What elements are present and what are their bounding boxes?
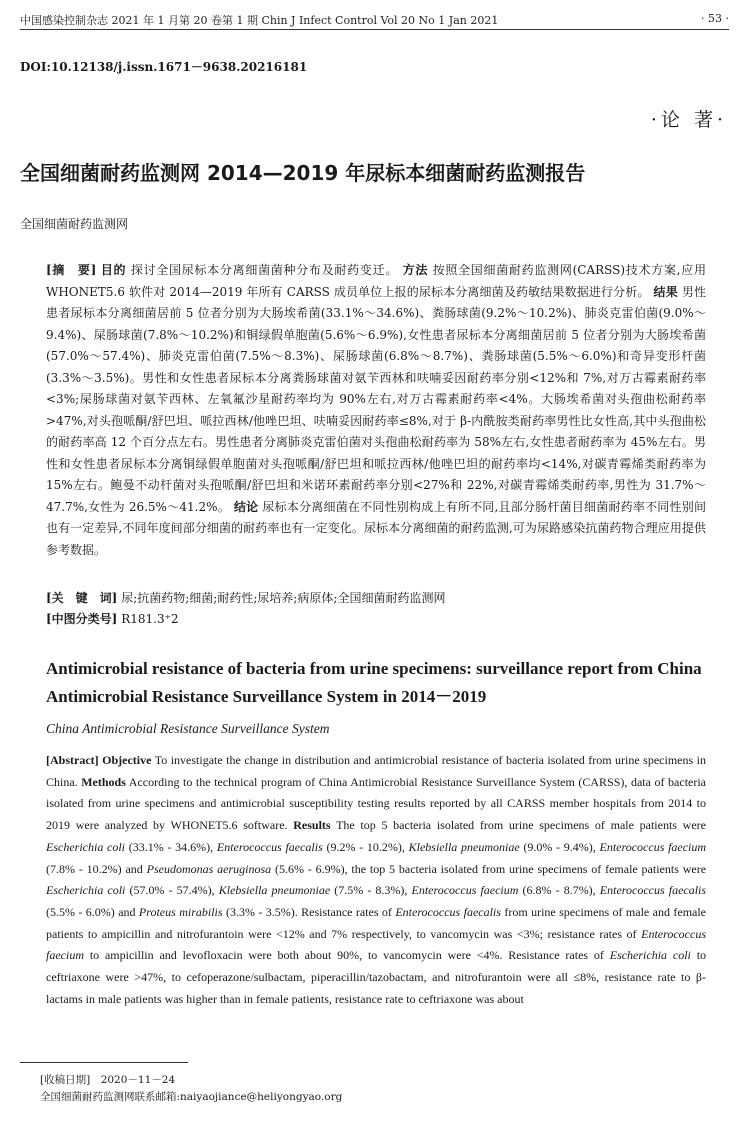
results-en-text: (5.5% - 6.0%) and xyxy=(46,904,136,919)
running-header xyxy=(20,10,729,26)
species-name: Enterococcus faecalis xyxy=(599,883,707,898)
results-en-text: (9.2% - 10.2%), xyxy=(326,839,405,854)
species-name: Pseudomonas aeruginosa xyxy=(146,861,272,876)
objective-en: To investigate the change in distribution and antimicrobial resistance of bacteria isolated from urine specimens in China. xyxy=(46,753,706,789)
species-name: Enterococcus faecium xyxy=(411,883,519,898)
objective-zh: 探讨全国尿标本分离细菌菌种分布及耐药变迁。 xyxy=(130,263,399,277)
species-name: Enterococcus faecium xyxy=(599,839,707,854)
objective-en-label: Objective xyxy=(102,753,152,767)
results-en-text: to ceftriaxone were >47%, to cefoperazone/sulbactam, piperacillin/tazobactam, and nitrofurantoin were all ≤8%, resistance rate to β-lactams in male patients was higher than in female patients, resistance rate to ceftriaxone was about xyxy=(46,948,707,1006)
author-zh: 全国细菌耐药监测网 xyxy=(20,217,129,231)
species-name: Escherichia coli xyxy=(46,839,126,854)
results-en-text: (7.5% - 8.3%), xyxy=(334,883,408,898)
received-date: [收稿日期] 2020－11－24 xyxy=(40,1074,176,1086)
species-name: Klebsiella pneumoniae xyxy=(218,883,331,898)
keywords-zh-label: [关 键 词] xyxy=(46,591,118,605)
species-name: Klebsiella pneumoniae xyxy=(408,839,520,854)
journal-info: 中国感染控制杂志 2021 年 1 月第 20 卷第 1 期 Chin J Infect Control Vol 20 No 1 Jan 2021 xyxy=(20,14,499,27)
title-zh: 全国细菌耐药监测网 2014—2019 年尿标本细菌耐药监测报告 xyxy=(20,161,586,185)
title-en: Antimicrobial resistance of bacteria from urine specimens: surveillance report from China Antimicrobial Resistance Surveillance System in 2014－2019 xyxy=(46,659,702,706)
author-en: China Antimicrobial Resistance Surveillance System xyxy=(46,721,330,736)
conclusion-zh-label: 结论 xyxy=(233,499,259,514)
footnote-rule xyxy=(20,1062,188,1063)
methods-en-label: Methods xyxy=(81,774,126,789)
species-name: Enterococcus faecalis xyxy=(216,839,323,854)
conclusion-zh: 尿标本分离细菌在不同性别构成上有所不同,且部分肠杆菌目细菌耐药率不同性别间也有一定差异,不同年度间部分细菌的耐药率也有一定变化。尿标本分离细菌的耐药监测,可为尿路感染抗菌药物合理应用提供参考数据。 xyxy=(46,499,706,557)
keywords-zh-text: 尿;抗菌药物;细菌;耐药性;尿培养;病原体;全国细菌耐药监测网 xyxy=(121,591,446,605)
species-name: Enterococcus faecalis xyxy=(395,904,501,919)
abstract-zh xyxy=(46,260,706,561)
methods-zh-label: 方法 xyxy=(402,263,429,277)
objective-zh-label: 目的 xyxy=(100,263,127,277)
section-label: ·论 著· xyxy=(650,109,727,131)
header-rule xyxy=(20,29,729,30)
results-en-text: The top 5 bacteria isolated from urine specimens of male patients were xyxy=(336,818,706,833)
species-name: Enterococcus faecium xyxy=(46,926,706,963)
species-name: Escherichia coli xyxy=(46,883,126,898)
results-en-text: (5.6% - 6.9%), the top 5 bacteria isolated from urine specimens of female patients were xyxy=(274,861,707,876)
abstract-en-label: [Abstract] xyxy=(46,753,99,767)
results-en-text: (57.0% - 57.4%), xyxy=(129,883,215,898)
results-en-text: (7.8% - 10.2%) and xyxy=(46,861,143,876)
classification-zh-label: [中图分类号] xyxy=(46,612,118,626)
classification-zh-text: R181.3⁺2 xyxy=(121,612,179,626)
results-en-text: (3.3% - 3.5%). Resistance rates of xyxy=(225,904,392,919)
results-en-label: Results xyxy=(293,818,331,833)
contact-email: 全国细菌耐药监测网联系邮箱:naiyaojiance@heliyongyao.org xyxy=(40,1091,343,1103)
species-name: Escherichia coli xyxy=(609,948,691,963)
keywords-zh xyxy=(46,589,445,606)
results-en-text: from urine specimens of male and female patients to ampicillin and nitrofurantoin were <12% and 7% respectively, to vancomycin was <3%; resistance rates of xyxy=(46,904,707,941)
results-en-text: (6.8% - 8.7%), xyxy=(522,883,596,898)
species-name: Proteus mirabilis xyxy=(138,904,223,919)
results-zh-label: 结果 xyxy=(653,284,678,299)
results-en-text: (33.1% - 34.6%), xyxy=(128,839,214,854)
abstract-zh-label: [摘 要] xyxy=(46,263,97,277)
methods-en: According to the technical program of China Antimicrobial Resistance Surveillance System (CARSS), data of bacteria isolated from urine specimens and antimicrobial susceptibility testing results reported by all CARSS member hospitals from 2014 to 2019 were analyzed by WHONET5.6 software. xyxy=(46,774,707,833)
doi: DOI:10.12138/j.issn.1671－9638.20216181 xyxy=(20,60,308,74)
page-number: · 53 · xyxy=(701,12,729,25)
methods-zh: 按照全国细菌耐药监测网(CARSS)技术方案,应用 WHONET5.6 软件对 2014—2019 年所有 CARSS 成员单位上报的尿标本分离细菌及药敏结果数据进行分析。 xyxy=(46,263,706,299)
results-en-text: to ampicillin and levofloxacin were both about 90%, to vancomycin were <4%. Resistance rates of xyxy=(89,948,604,963)
results-zh: 男性患者尿标本分离细菌居前 5 位者分别为大肠埃希菌(33.1%～34.6%)、粪肠球菌(9.2%～10.2%)、肺炎克雷伯菌(9.0%～9.4%)、屎肠球菌(7.8%～10.2%)和铜绿假单胞菌(5.6%～6.9%),女性患者尿标本分离细菌居前 5 位者分别为大肠埃希菌(57.0%～57.4%)、肺炎克雷伯菌(7.5%～8.3%)、屎肠球菌(6.8%～8.7%)、粪肠球菌(5.5%～6.0%)和奇异变形杆菌(3.3%～3.5%)。男性和女性患者尿标本分离粪肠球菌对氨苄西林和呋喃妥因耐药率分别<12%和 7%,对万古霉素耐药率<3%;屎肠球菌对氨苄西林、左氧氟沙星耐药率均为 90%左右,对万古霉素耐药率<4%。大肠埃希菌对头孢曲松耐药率>47%,对头孢哌酮/舒巴坦、哌拉西林/他唑巴坦、呋喃妥因耐药率≤8%,对于 β-内酰胺类耐药率男性比女性高,其中头孢曲松的耐药率高 12 个百分点左右。男性患者分离肺炎克雷伯菌对头孢曲松耐药率为 58%左右,女性患者耐药率为 45%左右。男性和女性患者尿标本分离铜绿假单胞菌对头孢哌酮/舒巴坦和哌拉西林/他唑巴坦的耐药率均<14%,对碳青霉烯类耐药率为 15%左右。鲍曼不动杆菌对头孢哌酮/舒巴坦和米诺环素耐药率分别<27%和 22%,对碳青霉烯类耐药率,男性为 31.7%～47.7%,女性为 26.5%～41.2%。 xyxy=(46,284,706,514)
results-en-text: (9.0% - 9.4%), xyxy=(523,839,596,854)
classification-zh xyxy=(46,610,179,627)
abstract-en xyxy=(46,750,706,1010)
